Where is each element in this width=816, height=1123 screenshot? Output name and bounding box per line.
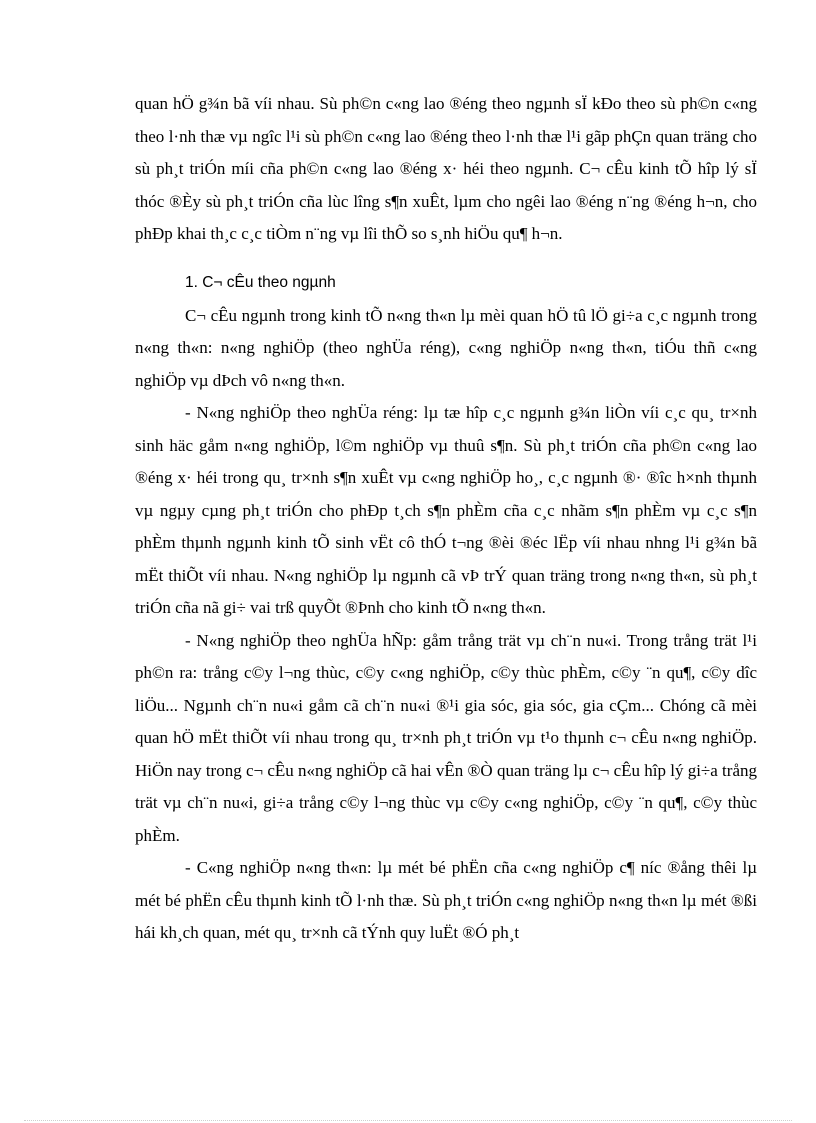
paragraph-agriculture-broad: - N«ng nghiÖp theo nghÜa réng: lµ tæ hîp c¸c ngµnh g¾n liÒn víi c¸c qu¸ tr×nh sinh häc gåm n«ng nghiÖp, l©m nghiÖp vµ thuû s¶n. Sù ph¸t triÓn cña ph©n c«ng lao ®éng x· héi trong qu¸ tr×nh s¶n xuÊt vµ c«ng nghiÖp ho¸, c¸c ngµnh ®· ®îc h×nh thµnh vµ ngµy cµng ph¸t triÓn cho phÐp t¸ch s¶n phÈm cña c¸c nhãm s¶n phÈm vµ c¸c s¶n phÈm thµnh ngµnh kinh tÕ sinh vËt cô thÓ t¬ng ®èi ®éc lËp víi nhau nhng l¹i g¾n bã mËt thiÕt víi nhau. N«ng nghiÖp lµ ngµnh cã vÞ trÝ quan träng trong n«ng th«n, sù ph¸t triÓn cña nã gi÷ vai trß quyÕt ®Þnh cho kinh tÕ n«ng th«n. (135, 403, 757, 617)
document-page (135, 88, 757, 950)
intro-paragraph: quan hÖ g¾n bã víi nhau. Sù ph©n c«ng lao ®éng theo ngµnh sÏ kÐo theo sù ph©n c«ng theo l·nh thæ vµ ngîc l¹i sù ph©n c«ng lao ®éng theo l·nh thæ l¹i gãp phÇn quan träng cho sù ph¸t triÓn míi cña ph©n c«ng lao ®éng x· héi theo ngµnh. C¬ cÊu kinh tÕ hîp lý sÏ thóc ®Èy sù ph¸t triÓn cña lùc lîng s¶n xuÊt, lµm cho ngêi lao ®éng n¨ng ®éng h¬n, cho phÐp khai th¸c c¸c tiÒm n¨ng vµ lîi thÕ so s¸nh hiÖu qu¶ h¬n. (135, 94, 757, 243)
section-heading: 1. C¬ cÊu theo ngµnh (185, 273, 336, 291)
paragraph-definition: C¬ cÊu ngµnh trong kinh tÕ n«ng th«n lµ mèi quan hÖ tû lÖ gi÷a c¸c ngµnh trong n«ng th«n: n«ng nghiÖp (theo nghÜa réng), c«ng nghiÖp n«ng th«n, tiÓu thñ c«ng nghiÖp vµ dÞch vô n«ng th«n. (135, 305, 757, 390)
paragraph-agriculture-narrow: - N«ng nghiÖp theo nghÜa hÑp: gåm trång trät vµ ch¨n nu«i. Trong trång trät l¹i ph©n ra: trång c©y l¬ng thùc, c©y c«ng nghiÖp, c©y thùc phÈm, c©y ¨n qu¶, c©y dîc liÖu... Ngµnh ch¨n nu«i gåm cã ch¨n nu«i ®¹i gia sóc, gia sóc, gia cÇm... Chóng cã mèi quan hÖ mËt thiÕt víi nhau trong qu¸ tr×nh ph¸t triÓn vµ t¹o thµnh c¬ cÊu n«ng nghiÖp. HiÖn nay trong c¬ cÊu n«ng nghiÖp cã hai vÊn ®Ò quan träng lµ c¬ cÊu hîp lý gi÷a trång trät vµ ch¨n nu«i, gi÷a trång c©y l¬ng thùc vµ c©y c«ng nghiÖp, c©y ¨n qu¶, c©y thùc phÈm. (135, 630, 757, 845)
page-bottom-divider (24, 1120, 792, 1121)
paragraph-rural-industry: - C«ng nghiÖp n«ng th«n: lµ mét bé phËn cña c«ng nghiÖp c¶ níc ®ång thêi lµ mét bé phËn cÊu thµnh kinh tÕ l·nh thæ. Sù ph¸t triÓn c«ng nghiÖp n«ng th«n lµ mét ®ßi hái kh¸ch quan, mét qu¸ tr×nh cã tÝnh quy luËt ®Ó ph¸t (135, 858, 757, 942)
